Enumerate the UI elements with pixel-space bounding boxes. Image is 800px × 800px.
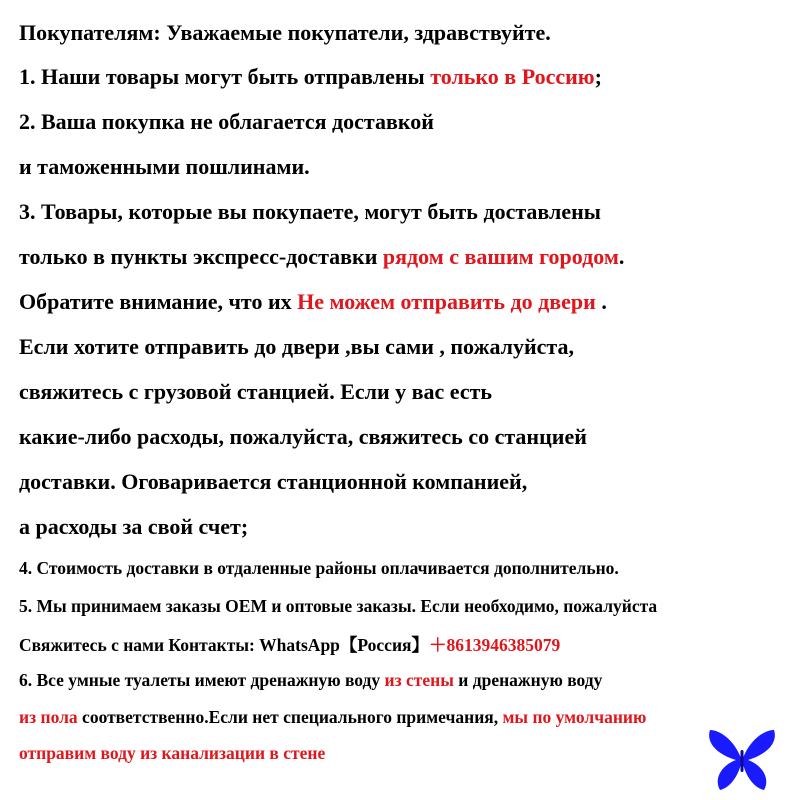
body-text: . bbox=[618, 244, 625, 269]
body-text: 5. Мы принимаем заказы OEM и оптовые заказы. Если необходимо, пожалуйста bbox=[19, 596, 658, 616]
highlighted-text: Не можем отправить до двери bbox=[297, 289, 596, 314]
text-line-12 bbox=[19, 514, 248, 540]
text-line-7 bbox=[19, 289, 607, 315]
highlighted-text: рядом с вашим городом bbox=[382, 244, 619, 269]
body-text: Если хотите отправить до двери ,вы сами , пожалуйста, bbox=[19, 334, 575, 359]
body-text: соответственно.Если нет специального примечания, bbox=[77, 707, 503, 727]
text-line-8 bbox=[19, 334, 574, 360]
body-text: 4. Стоимость доставки в отдаленные районы оплачивается дополнительно. bbox=[19, 558, 619, 578]
text-line-13 bbox=[19, 558, 619, 579]
text-line-15 bbox=[19, 632, 560, 657]
body-text: и таможенными пошлинами. bbox=[19, 154, 310, 179]
body-text: 6. Все умные туалеты имеют дренажную воду bbox=[19, 670, 385, 690]
text-line-1 bbox=[19, 20, 551, 46]
body-text: доставки. Оговаривается станционной компанией, bbox=[19, 469, 528, 494]
body-text: какие-либо расходы, пожалуйста, свяжитесь со станцией bbox=[19, 424, 587, 449]
highlighted-text: из стены bbox=[384, 670, 454, 690]
body-text: только в пункты экспресс-доставки bbox=[19, 244, 383, 269]
text-line-6 bbox=[19, 244, 624, 270]
text-line-2 bbox=[19, 64, 602, 90]
body-text: 3. Товары, которые вы покупаете, могут быть доставлены bbox=[19, 199, 601, 224]
body-text: Обратите внимание, что их bbox=[19, 289, 298, 314]
text-line-14 bbox=[19, 596, 657, 617]
body-text: и дренажную воду bbox=[453, 670, 603, 690]
text-line-9 bbox=[19, 379, 492, 405]
text-line-4 bbox=[19, 154, 310, 180]
text-line-17 bbox=[19, 707, 646, 728]
body-text: Покупателям: Уважаемые покупатели, здравствуйте. bbox=[19, 20, 551, 45]
text-line-5 bbox=[19, 199, 601, 225]
text-line-3 bbox=[19, 109, 434, 135]
text-line-10 bbox=[19, 424, 587, 450]
body-text: . bbox=[595, 289, 607, 314]
body-text: 2. Ваша покупка не облагается доставкой bbox=[19, 109, 434, 134]
body-text: а расходы за свой счет; bbox=[19, 514, 249, 539]
body-text: ; bbox=[594, 64, 602, 89]
body-text: свяжитесь с грузовой станцией. Если у вас есть bbox=[19, 379, 493, 404]
text-line-11 bbox=[19, 469, 527, 495]
body-text: Свяжитесь с нами Контакты: WhatsApp【Россия】 bbox=[19, 635, 429, 655]
highlighted-text: мы по умолчанию bbox=[502, 707, 647, 727]
body-text: 1. Наши товары могут быть отправлены bbox=[19, 64, 431, 89]
text-line-16 bbox=[19, 670, 602, 691]
highlighted-text: отправим воду из канализации в стене bbox=[19, 743, 326, 763]
highlighted-text: ＋8613946385079 bbox=[429, 635, 561, 655]
highlighted-text: только в Россию bbox=[430, 64, 595, 89]
butterfly-icon bbox=[706, 728, 778, 792]
text-line-18 bbox=[19, 743, 325, 764]
highlighted-text: из пола bbox=[19, 707, 78, 727]
